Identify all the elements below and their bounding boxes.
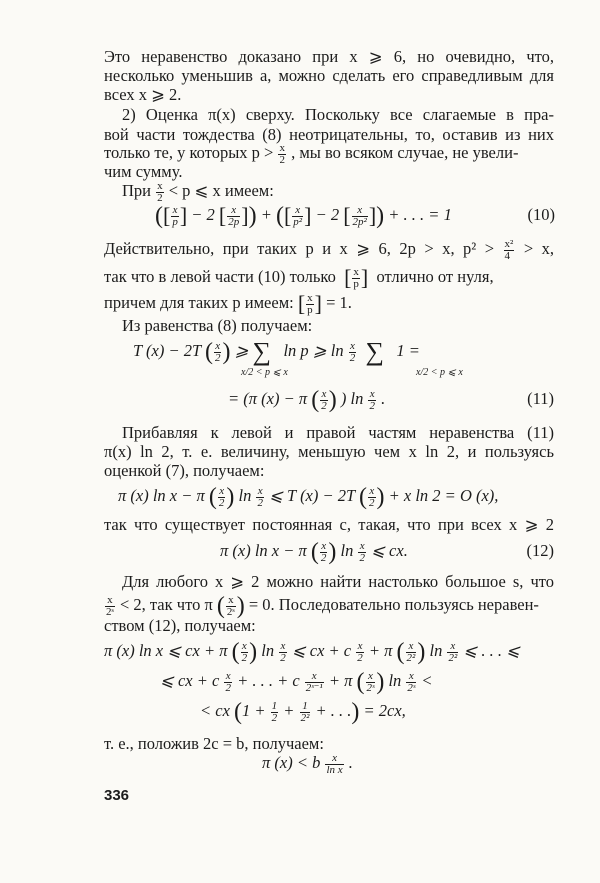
text-span: = 0. Последовательно пользуясь неравен- xyxy=(248,595,539,614)
text-line: причем для таких p имеем: [ $\frac{x}{p}$ ] = 1. xyxy=(104,291,352,317)
text-line: Из равенства (8) получаем: xyxy=(122,316,313,335)
text-line: т. е., положив 2c = b, получаем: xyxy=(104,734,324,753)
text-line: несколько уменьшив a, можно сделать его справедливым для xyxy=(104,66,554,85)
equation-number: (11) xyxy=(527,389,554,408)
text-line: чим сумму. xyxy=(104,162,183,181)
equation-11-line1: T (x) − 2T ( $\frac{x}{2}$ ) ⩾ ∑ ln p ⩾ ln $\frac{x}{2}$ ∑ 1 = xyxy=(133,337,420,367)
chain-line-3: < cx (1 + $\frac{1}{2}$ + $\frac{1}{\text{2²}}$ + . . .) = 2cx, xyxy=(200,699,406,726)
equation-10: ([ $\frac{x}{p}$ ] − 2 [ $\frac{x}{2p}$ ]) + ([ $\frac{x}{\text{p²}}$ ] − 2 [ $\frac{x}{\text{2p²}}$ ]) + . . . = 1 (10) xyxy=(155,203,555,230)
text-line: ством (12), получаем: xyxy=(104,616,256,635)
text-span: причем для таких p имеем: xyxy=(104,293,294,312)
text-span: так что в левой части (10) только xyxy=(104,267,336,286)
text-span: отлично от нуля, xyxy=(376,267,494,286)
text-line: так что существует постоянная c, такая, что при всех x ⩾ 2 xyxy=(104,515,554,534)
text-line: оценкой (7), получаем: xyxy=(104,461,265,480)
page-number: 336 xyxy=(104,787,130,804)
equation-number: (12) xyxy=(526,541,554,560)
chain-line-2: ⩽ cx + c $\frac{x}{2}$ + . . . + c $\frac{x}{\text{2ˢ⁻¹}}$ + π ( $\frac{x}{\text{2ˢ}}$ ) ln $\frac{x}{\text{2ˢ}}$ < xyxy=(160,669,433,696)
text-line: так что в левой части (10) только [ $\frac{x}{p}$ ] отлично от нуля, xyxy=(104,265,494,291)
text-span: При xyxy=(122,181,151,200)
fraction: $\frac{x}{\text{2ˢ}}$ xyxy=(106,593,114,618)
text-line: Для любого x ⩾ 2 можно найти настолько большое s, что xyxy=(122,572,554,591)
text-line: $\frac{x}{\text{2ˢ}}$ < 2, так что π ( $\frac{x}{\text{2ˢ}}$ ) = 0. Последовательно пользуясь неравен- xyxy=(106,593,539,620)
text-span: Действительно, при таких p и x ⩾ 6, 2p > x, p² > xyxy=(104,239,495,258)
text-line: π(x) ln 2, т. е. величину, меньшую чем x ln 2, и пользуясь xyxy=(104,442,554,461)
text-line xyxy=(104,236,554,262)
equation-11-line2: = (π (x) − π ( $\frac{x}{2}$ ) ) ln $\frac{x}{2}$ . (11) xyxy=(228,387,554,414)
text-span: , мы во всяком случае, не увели- xyxy=(291,143,519,162)
text-span: < 2, так что π xyxy=(119,595,213,614)
section-heading-line: 2) Оценка π(x) сверху. Поскольку все слагаемые в пра- xyxy=(122,105,554,124)
text-line xyxy=(122,178,554,204)
text-span: только те, у которых p > xyxy=(104,143,274,162)
sum-subscript: x/2 < p ⩽ x xyxy=(416,367,463,378)
equation-12: π (x) ln x − π ( $\frac{x}{2}$ ) ln $\frac{x}{2}$ ⩽ cx. (12) xyxy=(220,539,554,566)
chain-line-1: π (x) ln x ⩽ cx + π ( $\frac{x}{2}$ ) ln $\frac{x}{2}$ ⩽ cx + c $\frac{x}{2}$ + π ( $\frac{x}{\text{2²}}$ ) ln $\frac{x}{\text{2²}}$ ⩽ . . . ⩽ xyxy=(104,639,520,666)
text-span: < p ⩽ x имеем: xyxy=(168,181,274,200)
fraction: $\frac{x}{2}$ xyxy=(279,141,285,166)
text-line: вой части тождества (8) неотрицательны, то, оставив из них xyxy=(104,125,554,144)
equation-number: (10) xyxy=(527,205,555,224)
text-line: Это неравенство доказано при x ⩾ 6, но очевидно, что, xyxy=(104,47,554,66)
inequality-estimate: π (x) ln x − π ( $\frac{x}{2}$ ) ln $\frac{x}{2}$ ⩽ T (x) − 2T ( $\frac{x}{2}$ ) + x ln 2 = O (x), xyxy=(118,484,499,511)
text-line: Прибавляя к левой и правой частям неравенства (11) xyxy=(122,423,554,442)
text-span: = 1. xyxy=(326,293,352,312)
final-inequality: π (x) < b $\frac{x}{\text{ln x}}$ . xyxy=(262,751,353,776)
fraction: $\frac{x}{2}$ xyxy=(157,179,163,204)
text-span: > x, xyxy=(523,239,555,258)
sum-subscript: x/2 < p ⩽ x xyxy=(241,367,288,378)
text-line: всех x ⩾ 2. xyxy=(104,85,182,104)
fraction: $\frac{\text{x²}}{4}$ xyxy=(504,237,514,262)
